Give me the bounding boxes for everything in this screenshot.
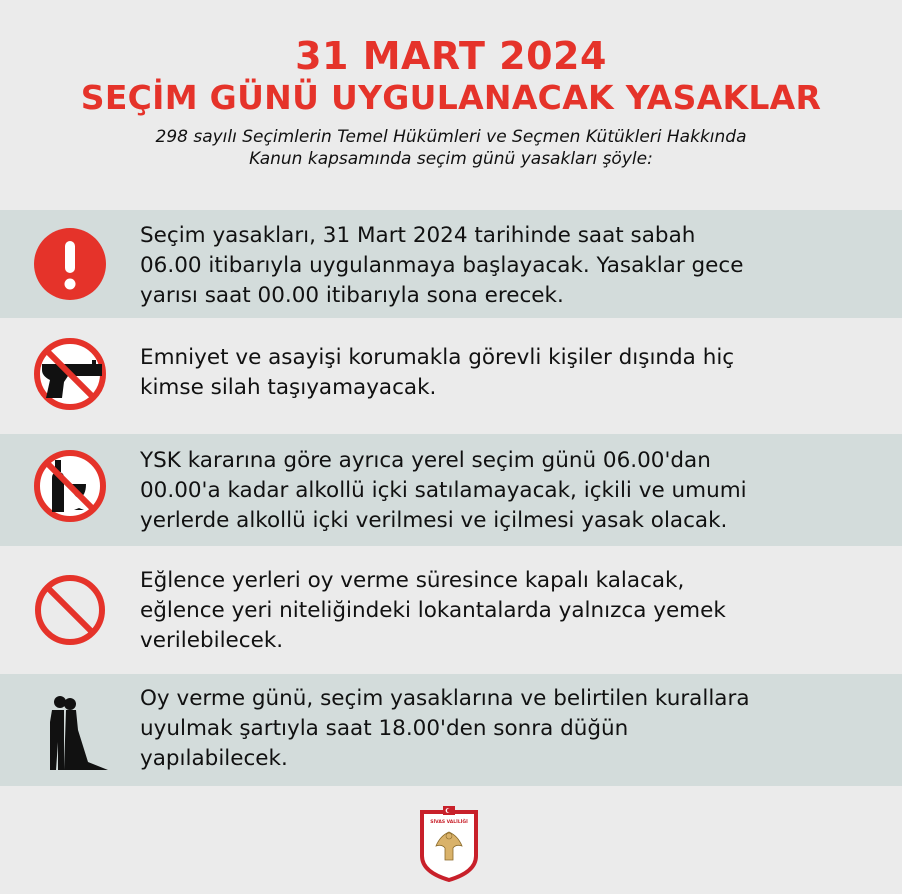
list-item-text [140,684,880,774]
intro-line-1: 298 sayılı Seçimlerin Temel Hükümleri ve Seçmen Kütükleri Hakkında [155,127,747,147]
logo-text: SİVAS VALİLİĞİ [430,820,468,825]
text-line: 00.00'a kadar alkollü içki satılamayacak, içkili ve umumi [140,478,747,503]
text-line: 06.00 itibarıyla uygulanmaya başlayacak. Yasaklar gece [140,253,744,278]
text-line: Oy verme günü, seçim yasaklarına ve belirtilen kurallara [140,686,750,711]
exclamation-icon [32,226,108,302]
text-line: yerlerde alkollü içki verilmesi ve içilmesi yasak olacak. [140,508,728,533]
list-item-text [140,343,880,403]
list-item-text [140,221,880,311]
list-item [0,674,902,786]
text-line: verilebilecek. [140,628,284,653]
sivas-valiligi-emblem-icon [418,806,480,882]
text-line: uyulmak şartıyla saat 18.00'den sonra düğün [140,716,629,741]
list-item [0,546,902,674]
page-title: 31 MART 2024 [295,34,607,78]
list-item [0,210,902,318]
page-subtitle-heading: SEÇİM GÜNÜ UYGULANACAK YASAKLAR [80,78,822,117]
list-item-text [140,446,880,536]
no-gun-icon [32,336,108,412]
list-item [0,318,902,434]
text-line: YSK kararına göre ayrıca yerel seçim günü 06.00'dan [140,448,711,473]
text-line: yarısı saat 00.00 itibarıyla sona erecek. [140,283,564,308]
list-item-text [140,566,880,656]
intro-line-2: Kanun kapsamında seçim günü yasakları şöyle: [249,149,653,169]
text-line: kimse silah taşıyamayacak. [140,375,437,400]
list-item [0,434,902,546]
text-line: Seçim yasakları, 31 Mart 2024 tarihinde saat sabah [140,223,696,248]
text-line: eğlence yeri niteliğindeki lokantalarda yalnızca yemek [140,598,726,623]
text-line: yapılabilecek. [140,746,288,771]
text-line: Eğlence yerleri oy verme süresince kapalı kalacak, [140,568,685,593]
prohibited-icon [32,572,108,648]
text-line: Emniyet ve asayişi korumakla görevli kişiler dışında hiç [140,345,735,370]
intro-text [0,126,902,170]
no-alcohol-icon [32,448,108,524]
wedding-couple-icon [42,692,114,774]
